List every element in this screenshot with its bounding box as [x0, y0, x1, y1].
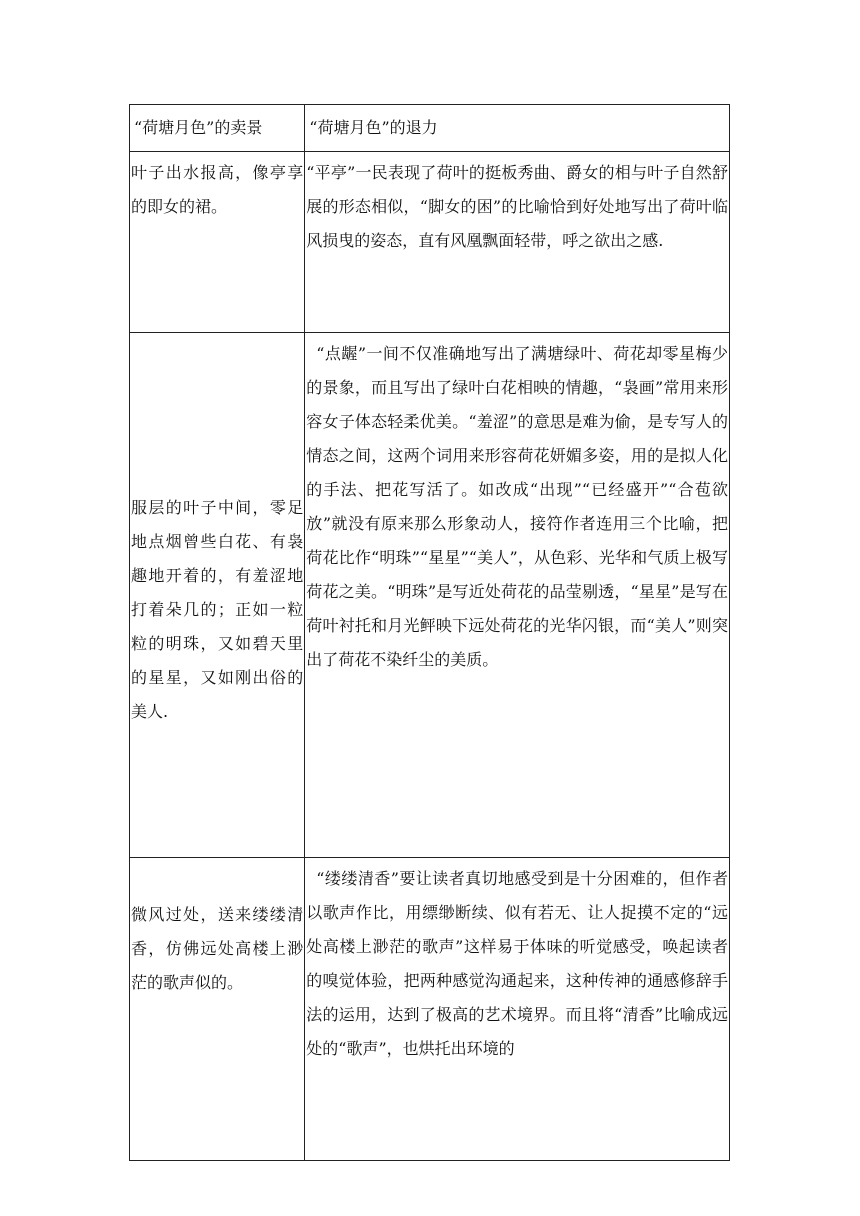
- table-row: [130, 858, 730, 1161]
- row-2-analysis-text: “点龌”一间不仅准确地写出了满塘绿叶、荷花却零星梅少的景象，而且写出了绿叶白花相映的情趣，“袅画”常用来形容女子体态轻柔优美。“羞涩”的意思是难为偷，是专写人的情态之间，这两个词用来形容荷花妍媚多姿，用的是拟人化的手法、把花写活了。如改成“出现”“已经盛开”“合苞欲放”就没有原来那么形象动人，接符作者连用三个比喻，把荷花比作“明珠”“星星”“美人”，从色彩、光华和气质上极写荷花之美。“明珠”是写近处荷花的品莹剔透，“星星”是写在荷叶衬托和月光鲆映下远处荷花的光华闪银，而“美人”则突出了荷花不染纤尘的美质。: [306, 344, 728, 669]
- header-right-cell: “荷塘月色”的退力: [305, 105, 730, 152]
- header-left-cell: “荷塘月色”的卖景: [130, 105, 305, 152]
- row-3-scene-text: 微风过处，送来缕缕清香，仿佛远处高楼上渺茫的歌声似的。: [131, 905, 304, 992]
- table-row: [130, 152, 730, 333]
- table-row: [130, 333, 730, 858]
- row-2-scene-text: 服层的叶子中间，零足地点烟曾些白花、有袅趣地开着的，有羞涩地打着朵几的；正如一粒粒的明珠，又如碧天里的星星，又如刚出俗的美人.: [131, 498, 304, 721]
- row-1-scene-text: 叶子出水报高，像亭享的即女的裙。: [131, 163, 304, 216]
- table-header-row: [130, 105, 730, 152]
- row-3-analysis-cell: [305, 858, 730, 1161]
- comparison-table: [129, 104, 730, 1161]
- row-1-analysis-cell: [305, 152, 730, 333]
- row-1-analysis-text: “平亭”一民表现了荷叶的挺板秀曲、爵女的相与叶子自然舒展的形态相似，“脚女的困”的比喻恰到好处地写出了荷叶临风损曳的姿态，直有风凰飘面轻带，呼之欲出之感.: [306, 163, 728, 250]
- row-1-scene-cell: [130, 152, 305, 333]
- row-2-analysis-cell: [305, 333, 730, 858]
- row-3-analysis-text: “缕缕清香”要让读者真切地感受到是十分困难的，但作者以歌声作比，用缥缈断续、似有若无、让人捉摸不定的“远处高楼上渺茫的歌声”这样易于体味的听觉感受，唤起读者的嗅觉体验，把两种感觉沟通起来，这种传神的通感修辞手法的运用，达到了极高的艺术境界。而且将“清香”比喻成远处的“歌声”，也烘托出环境的: [306, 869, 728, 1058]
- row-2-scene-cell: [130, 333, 305, 858]
- row-3-scene-cell: [130, 858, 305, 1161]
